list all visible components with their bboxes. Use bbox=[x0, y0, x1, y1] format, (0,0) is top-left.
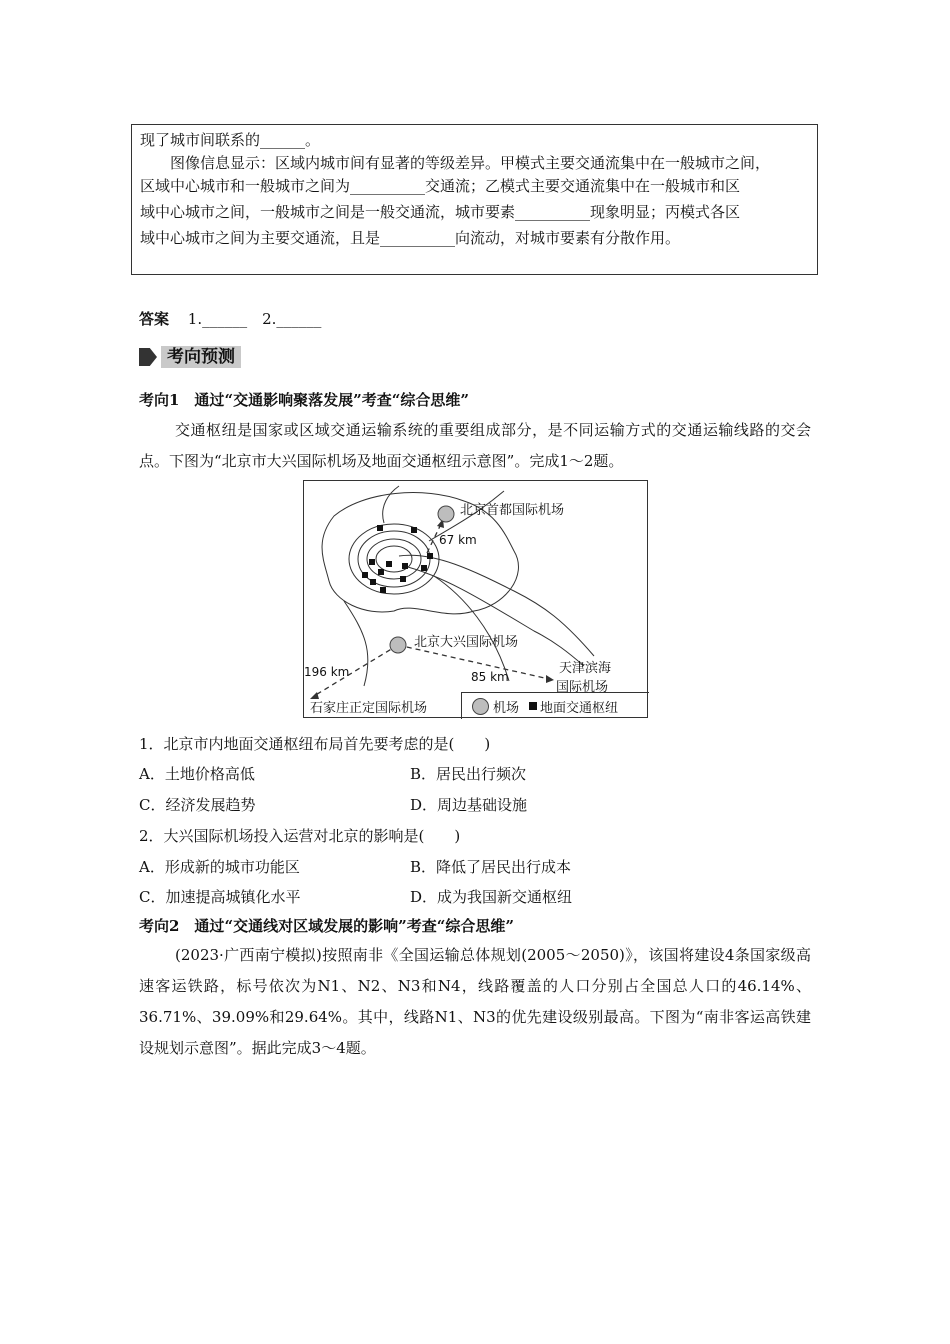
tianjin-airport-label-2: 国际机场 bbox=[556, 680, 609, 695]
info-line-3: 区域中心城市和一般城市之间为__________交通流；乙模式主要交通流集中在一般城市和区 bbox=[140, 177, 741, 195]
topic1-intro: 交通枢纽是国家或区域交通运输系统的重要组成部分，是不同运输方式的交通运输线路的交会点。下图为“北京市大兴国际机场及地面交通枢纽示意图”。完成1～2题。 bbox=[139, 421, 811, 470]
map-legend bbox=[461, 692, 649, 719]
info-line-4: 域中心城市之间，一般城市之间是一般交通流，城市要素__________现象明显；丙模式各区 bbox=[140, 203, 741, 221]
answer-line bbox=[139, 308, 321, 329]
question-2-stem: 2．大兴国际机场投入运营对北京的影响是( ) bbox=[139, 827, 461, 845]
tianjin-airport-label-1: 天津滨海 bbox=[559, 661, 612, 676]
topic2-intro: (2023·广西南宁模拟)按照南非《全国运输总体规划(2005～2050)》，该国将建设4条国家级高速客运铁路，标号依次为N1、N2、N3和N4，线路覆盖的人口分别占全国总人口的46.14%、36.71%、39.09%和29.64%。其中，线路N1、N3的优先建设级别最高。下图为“南非客运高铁建设规划示意图”。据此完成3～4题。 bbox=[139, 946, 811, 1057]
capital-distance-label: 67 km bbox=[439, 533, 477, 547]
topic2-heading: 考向2 通过“交通线对区域发展的影响”考查“综合思维” bbox=[139, 917, 514, 935]
airport-legend-icon bbox=[472, 698, 489, 715]
section-title: 考向预测 bbox=[161, 346, 241, 368]
question-2-option-a: A．形成新的城市功能区 bbox=[139, 858, 300, 876]
beijing-transport-map bbox=[303, 480, 648, 718]
question-1-stem: 1．北京市内地面交通枢纽布局首先要考虑的是( ) bbox=[139, 735, 491, 753]
section-heading bbox=[139, 345, 241, 369]
question-2-option-c: C．加速提高城镇化水平 bbox=[139, 888, 301, 906]
legend-airport-label: 机场 bbox=[493, 700, 520, 716]
info-line-1: 现了城市间联系的______。 bbox=[140, 131, 321, 149]
answer-label: 答案 bbox=[139, 310, 170, 328]
hub-legend-icon bbox=[529, 702, 537, 710]
shijiazhuang-distance-label: 196 km bbox=[304, 665, 350, 679]
daxing-airport-label: 北京大兴国际机场 bbox=[414, 635, 519, 650]
question-1-option-a: A．土地价格高低 bbox=[139, 765, 255, 783]
tianjin-distance-label: 85 km bbox=[471, 670, 509, 684]
legend-hub-label: 地面交通枢纽 bbox=[540, 700, 619, 716]
info-line-2: 图像信息显示：区域内城市间有显著的等级差异。甲模式主要交通流集中在一般城市之间， bbox=[170, 154, 771, 172]
info-box bbox=[131, 124, 818, 275]
question-1-option-d: D．周边基础设施 bbox=[410, 796, 528, 814]
question-2-option-b: B．降低了居民出行成本 bbox=[410, 858, 572, 876]
question-2-option-d: D．成为我国新交通枢纽 bbox=[410, 888, 573, 906]
section-marker-icon bbox=[139, 348, 157, 366]
question-1-option-b: B．居民出行频次 bbox=[410, 765, 527, 783]
question-1-option-c: C．经济发展趋势 bbox=[139, 796, 256, 814]
answer-blanks: 1.______ 2.______ bbox=[187, 310, 322, 328]
topic1-heading: 考向1 通过“交通影响聚落发展”考查“综合思维” bbox=[139, 391, 469, 409]
capital-airport-label: 北京首都国际机场 bbox=[460, 503, 565, 518]
shijiazhuang-airport-label: 石家庄正定国际机场 bbox=[310, 701, 428, 716]
info-line-5: 域中心城市之间为主要交通流，且是__________向流动，对城市要素有分散作用。 bbox=[140, 229, 681, 247]
